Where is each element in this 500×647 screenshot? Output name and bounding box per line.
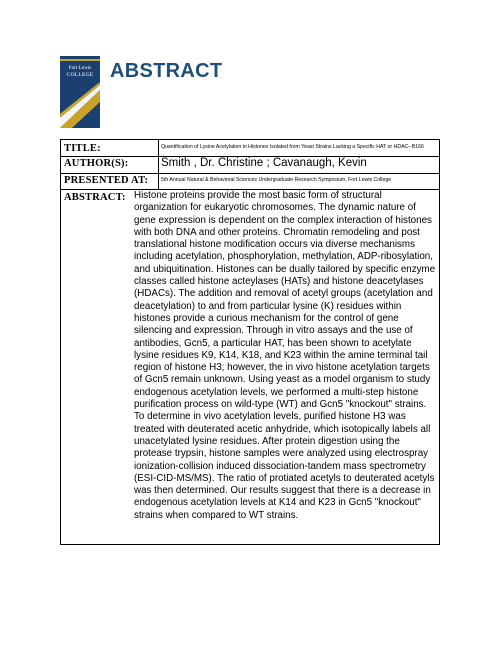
presented-at-label: PRESENTED AT: (64, 175, 149, 186)
page-heading: ABSTRACT (110, 60, 223, 82)
abstract-form (60, 139, 440, 545)
presented-at-row (61, 173, 439, 189)
fort-lewis-college-logo (60, 56, 100, 128)
title-label: TITLE: (64, 143, 101, 154)
abstract-label: ABSTRACT: (64, 192, 126, 203)
title-row (61, 140, 439, 157)
logo-line-1: Fort Lewis (68, 65, 92, 71)
title-value: Quantification of Lysine Acetylation in Histones Isolated from Yeast Strains Lacking a Specific HAT or HDAC--B166 (161, 144, 424, 150)
authors-label: AUTHOR(S): (64, 158, 129, 169)
authors-row (61, 156, 439, 174)
presented-at-value: 5th Annual Natural & Behavioral Sciences Undergraduate Research Symposium, Fort Lewis College (161, 177, 392, 183)
abstract-body: Histone proteins provide the most basic form of structural organization for eukaryotic chromosomes. The dynamic nature of gene expression is dependent on the complex interaction of histones with both DNA and other proteins. Chromatin remodeling and post translational histone modification occurs via diverse mechanisms including acetylation, phosphorylation, methylation, ADP-ribosylation, and ubiquitination. Histones can be dually tailored by specific enzyme classes called histone acteylases (HATs) and histone deacetylases (HDACs). The addition and removal of acetyl groups (acetylation and deacetylation) to and from particular lysine (K) residues within histones provide a curious mechanism for the control of gene silencing and expression. Through in vitro assays and the use of antibodies, Gcn5, a particular HAT, has been shown to acetylate lysine residues K9, K14, K18, and K23 within the amine terminal tail region of histone H3; however, the in vivo histone acetylation targets of Gcn5 remain unknown. Using yeast as a model organism to study endogenous acetylation levels, we performed a multi-step histone purification process on wild-type (WT) and Gcn5 "knockout" strains. To determine in vivo acetylation levels, purified histone H3 was treated with deuterated acetic anhydride, which isotopically labels all unacetylated lysine residues. After protein digestion using the protease trypsin, histone samples were analyzed using electrospray ionization-collision induced dissociation-tandem mass spectrometry (ESI-CID-MS/MS). The ratio of protiated acetyls to deuterated acetyls was then determined. Our results suggest that there is a decrease in endogenous acetylation levels at K14 and K23 in Gcn5 "knockout" strains when compared to WT strains. (134, 190, 436, 521)
logo-line-2: COLLEGE (66, 72, 94, 78)
authors-value: Smith , Dr. Christine ; Cavanaugh, Kevin (161, 157, 367, 169)
